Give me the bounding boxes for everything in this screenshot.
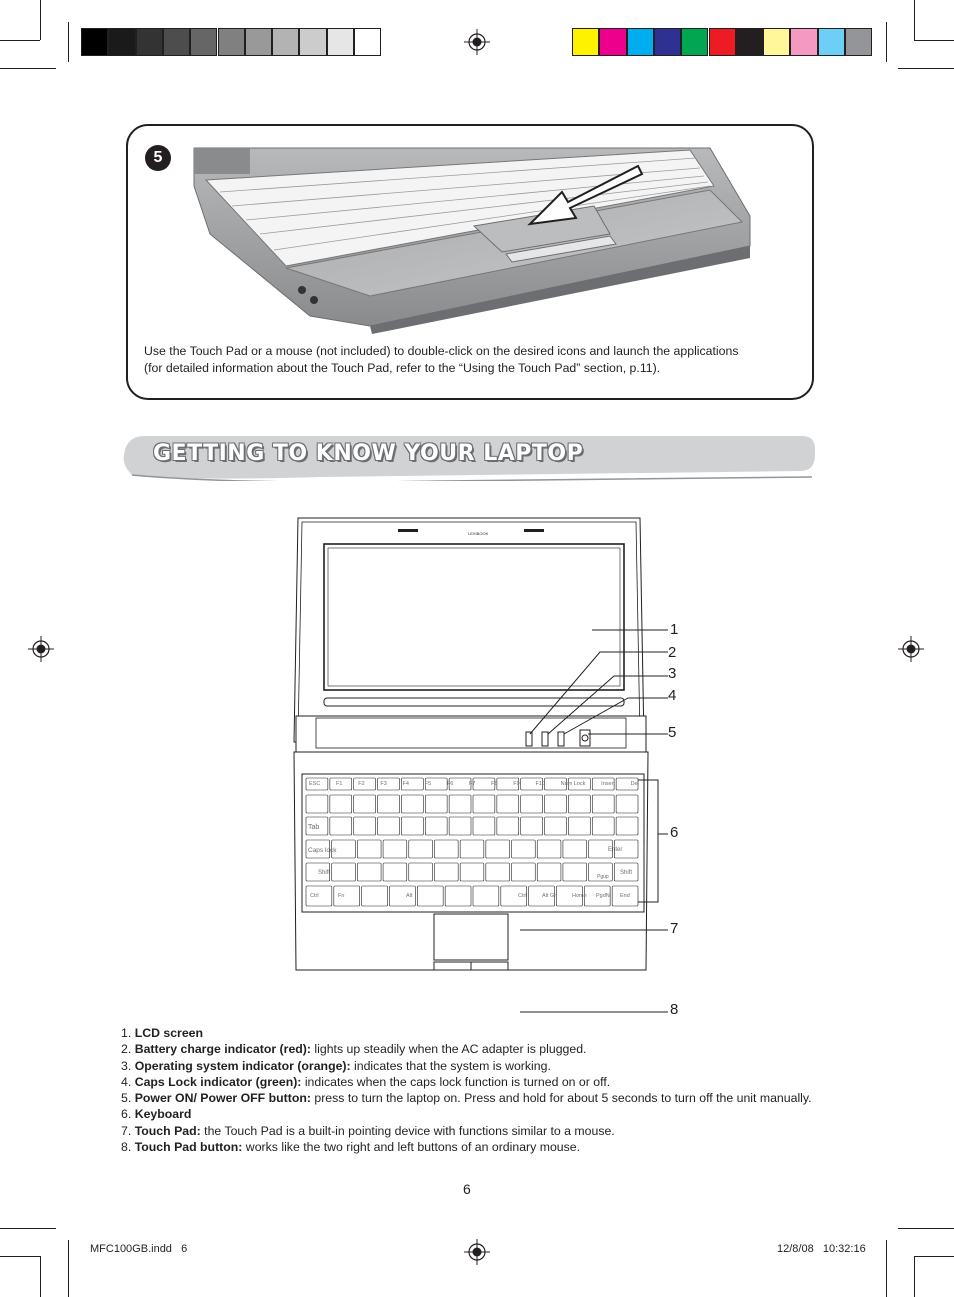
process-swatch	[763, 28, 790, 56]
key-label: Del	[630, 781, 639, 787]
key-label: End	[620, 893, 630, 899]
keyboard-key	[425, 795, 447, 813]
feature-number: 4.	[121, 1074, 135, 1089]
keyboard-key	[357, 863, 381, 881]
gray-swatch	[272, 28, 299, 56]
page-number: 6	[463, 1181, 471, 1197]
step-text-line-2: (for detailed information about the Touch Pad, refer to the “Using the Touch Pad” section, p.11).	[144, 361, 661, 375]
key-label-tab: Tab	[308, 824, 320, 831]
keyboard-key	[486, 840, 510, 858]
keyboard-key	[354, 795, 376, 813]
feature-description: the Touch Pad is a built-in pointing device with functions similar to a mouse.	[200, 1123, 615, 1138]
feature-number: 8.	[121, 1140, 135, 1155]
keyboard-key	[383, 840, 407, 858]
feature-title: Operating system indicator (orange):	[134, 1058, 351, 1073]
process-swatch	[654, 28, 681, 56]
key-label: F4	[402, 781, 409, 787]
key-label: Ctrl	[310, 893, 319, 899]
keyboard-key	[473, 795, 495, 813]
feature-item	[121, 1041, 815, 1057]
step-number-badge: 5	[145, 145, 171, 171]
keyboard-key	[434, 863, 458, 881]
keyboard-key	[497, 817, 519, 835]
step-instructions	[144, 343, 784, 377]
gray-swatch	[163, 28, 190, 56]
feature-list	[121, 1025, 815, 1155]
registration-mark-top	[464, 29, 490, 55]
key-label: PgdN	[596, 893, 610, 899]
feature-title: Touch Pad:	[134, 1123, 201, 1138]
key-label: F3	[380, 781, 387, 787]
process-swatch	[709, 28, 736, 56]
keyboard-key	[332, 863, 356, 881]
feature-title: LCD screen	[134, 1026, 204, 1040]
feature-item	[121, 1058, 815, 1074]
key-label: F10	[535, 781, 545, 787]
keyboard-key	[409, 863, 433, 881]
feature-title: Caps Lock indicator (green):	[134, 1074, 302, 1089]
step-text-line-1: Use the Touch Pad or a mouse (not included) to double-click on the desired icons and launch the applications	[144, 344, 739, 358]
feature-description: works like the two right and left buttons of an ordinary mouse.	[242, 1140, 581, 1155]
feature-title: Power ON/ Power OFF button:	[134, 1091, 311, 1106]
callout-6: 6	[670, 824, 679, 841]
gray-swatch	[81, 28, 108, 56]
keyboard-key	[330, 817, 352, 835]
feature-item	[121, 1025, 815, 1041]
callout-1: 1	[670, 621, 679, 638]
feature-number: 1.	[121, 1026, 135, 1040]
process-swatch	[790, 28, 817, 56]
registration-mark-bottom	[464, 1239, 490, 1265]
key-label-caps-lock: Caps lock	[308, 847, 337, 854]
process-swatch	[627, 28, 654, 56]
registration-mark-left	[28, 636, 54, 662]
callout-4: 4	[668, 687, 677, 704]
key-label: F5	[424, 781, 432, 787]
key-label-pgup: Pgup	[597, 874, 609, 880]
key-label: F1	[336, 781, 343, 787]
gray-swatch	[327, 28, 354, 56]
feature-number: 3.	[121, 1058, 135, 1073]
key-label-shift-right: Shift	[620, 870, 633, 876]
keyboard-key	[401, 817, 423, 835]
key-label: Alt Gr	[542, 893, 557, 899]
keyboard-key	[473, 886, 499, 906]
process-swatch	[572, 28, 599, 56]
process-swatch	[599, 28, 626, 56]
keyboard-key	[486, 863, 510, 881]
keyboard-key	[425, 817, 447, 835]
feature-item	[121, 1123, 815, 1139]
feature-number: 7.	[121, 1123, 135, 1138]
keyboard-key	[383, 863, 407, 881]
keyboard-key	[378, 795, 400, 813]
key-label: F9	[513, 781, 520, 787]
feature-item	[121, 1139, 815, 1155]
feature-description: indicates when the caps lock function is turned on or off.	[301, 1074, 611, 1089]
feature-title: Keyboard	[134, 1107, 192, 1122]
feature-number: 6.	[121, 1107, 135, 1122]
gray-swatch	[108, 28, 135, 56]
keyboard-key	[354, 817, 376, 835]
footer-file-name: MFC100GB.indd 6	[90, 1243, 188, 1255]
feature-title: Battery charge indicator (red):	[134, 1042, 311, 1057]
feature-description: lights up steadily when the AC adapter is plugged.	[310, 1042, 587, 1057]
key-label: Ctrl	[518, 893, 527, 899]
gray-swatch	[354, 28, 381, 56]
key-label: Num Lock	[560, 781, 586, 787]
keyboard-key	[434, 840, 458, 858]
section-title: GETTING TO KNOW YOUR LAPTOP	[153, 441, 584, 466]
feature-number: 5.	[121, 1091, 135, 1106]
key-label: F6	[446, 781, 454, 787]
key-label: Fn	[338, 893, 345, 899]
gray-swatch	[190, 28, 217, 56]
gray-swatch	[245, 28, 272, 56]
feature-item	[121, 1090, 815, 1106]
key-label: Insert	[601, 781, 615, 787]
process-swatch	[736, 28, 763, 56]
key-label: F7	[468, 781, 476, 787]
feature-title: Touch Pad button:	[134, 1140, 243, 1155]
keyboard-key	[330, 795, 352, 813]
registration-mark-right	[898, 636, 924, 662]
laptop-touchpad-photo	[190, 146, 762, 334]
gray-swatch	[299, 28, 326, 56]
key-label: Home	[572, 893, 587, 899]
keyboard-key	[417, 886, 443, 906]
keyboard-key	[473, 817, 495, 835]
keyboard-key	[449, 817, 471, 835]
keyboard-key	[449, 795, 471, 813]
key-label: ESC	[309, 781, 321, 787]
keyboard-key	[409, 840, 433, 858]
keyboard-key	[378, 817, 400, 835]
keyboard-key	[460, 840, 484, 858]
keyboard-key	[357, 840, 381, 858]
callout-lines	[520, 620, 670, 1016]
process-swatch	[845, 28, 872, 56]
callout-3: 3	[668, 665, 677, 682]
keyboard-key	[445, 886, 471, 906]
gray-swatch	[218, 28, 245, 56]
callout-5: 5	[668, 724, 677, 741]
feature-item	[121, 1106, 815, 1122]
gray-swatch	[136, 28, 163, 56]
callout-8: 8	[670, 1001, 679, 1018]
feature-description: press to turn the laptop on. Press and hold for about 5 seconds to turn off the unit manually.	[310, 1091, 812, 1106]
key-label: F8	[491, 781, 498, 787]
feature-number: 2.	[121, 1042, 135, 1057]
callout-2: 2	[668, 644, 677, 661]
feature-item	[121, 1074, 815, 1090]
keyboard-key	[497, 795, 519, 813]
process-swatch	[681, 28, 708, 56]
process-swatch	[818, 28, 845, 56]
keyboard-key	[362, 886, 388, 906]
keyboard-key	[460, 863, 484, 881]
key-label: Alt	[406, 893, 413, 899]
keyboard-key	[306, 795, 328, 813]
keyboard-key	[401, 795, 423, 813]
footer-date: 12/8/08 10:32:16	[777, 1243, 866, 1255]
brand-logo: LEXIBOOK	[468, 531, 489, 536]
feature-description: indicates that the system is working.	[350, 1058, 551, 1073]
key-label-enter: Enter	[608, 847, 623, 853]
key-label-shift-left: Shift	[318, 870, 331, 876]
key-label: F2	[358, 781, 365, 787]
callout-7: 7	[670, 920, 679, 937]
